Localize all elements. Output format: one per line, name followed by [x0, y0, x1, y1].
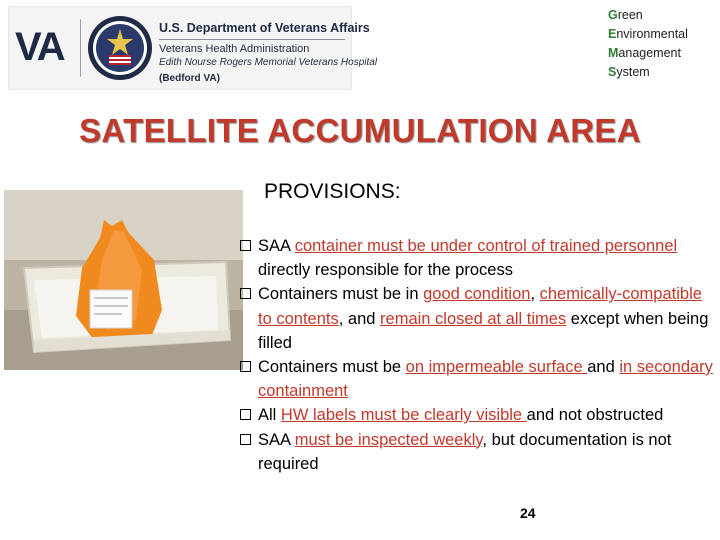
- plain-phrase: and not obstructed: [526, 406, 664, 425]
- plain-phrase: SAA: [258, 430, 295, 449]
- checkbox-bullet-icon: [240, 240, 251, 251]
- item-text: [258, 237, 677, 279]
- provisions-list: [240, 234, 718, 476]
- plain-phrase: , and: [338, 309, 381, 328]
- list-item: [240, 355, 718, 403]
- checkbox-bullet-icon: [240, 409, 251, 420]
- list-item: [240, 282, 718, 355]
- org-rule: [159, 39, 345, 40]
- list-item: [240, 234, 718, 282]
- container-photo: [4, 190, 243, 370]
- plain-phrase: ,: [530, 285, 540, 304]
- underlined-phrase: container must be under control of trained personnel: [294, 237, 678, 255]
- page-number: 24: [520, 505, 536, 521]
- underlined-phrase: remain closed at all times: [380, 309, 567, 328]
- hospital-location: (Bedford VA): [159, 73, 220, 84]
- item-text: [258, 358, 713, 400]
- va-seal-icon: [87, 15, 153, 81]
- underlined-phrase: must be inspected weekly: [294, 430, 483, 449]
- gems-line-system: System: [608, 65, 650, 79]
- plain-phrase: , but documentation is not required: [258, 430, 672, 473]
- logo-divider: [80, 19, 81, 77]
- slide-title: SATELLITE ACCUMULATION AREA: [79, 112, 641, 149]
- provisions-heading: PROVISIONS:: [264, 180, 401, 203]
- plain-phrase: and: [587, 358, 620, 377]
- gems-acronym: [608, 6, 688, 82]
- plain-phrase: Containers must be: [258, 358, 406, 377]
- va-mark: VA: [15, 25, 64, 69]
- gems-line-green: Green: [608, 8, 643, 22]
- item-text: [258, 431, 671, 473]
- list-item: [240, 403, 718, 427]
- gems-line-environmental: Environmental: [608, 27, 688, 41]
- list-item: [240, 428, 718, 476]
- underlined-phrase: HW labels must be clearly visible: [280, 406, 527, 425]
- plain-phrase: SAA: [258, 237, 295, 255]
- org-name: U.S. Department of Veterans Affairs: [159, 21, 370, 35]
- underlined-phrase: good condition: [423, 285, 531, 304]
- underlined-phrase: on impermeable surface: [405, 358, 588, 377]
- underlined-phrase: in secondary containment: [258, 358, 713, 401]
- plain-phrase: except when being filled: [258, 309, 709, 352]
- plain-phrase: Containers must be in: [258, 285, 424, 304]
- plain-phrase: All: [258, 406, 281, 425]
- plain-phrase: directly responsible for the process: [258, 261, 513, 280]
- item-text: [258, 406, 663, 424]
- admin-name: Veterans Health Administration: [159, 43, 310, 55]
- hospital-name: Edith Nourse Rogers Memorial Veterans Hospital: [159, 57, 378, 68]
- underlined-phrase: chemically-compatible to contents: [258, 285, 702, 328]
- checkbox-bullet-icon: [240, 288, 251, 299]
- checkbox-bullet-icon: [240, 434, 251, 445]
- va-logo-block: [8, 6, 378, 90]
- item-text: [258, 285, 708, 351]
- gems-line-management: Management: [608, 46, 681, 60]
- checkbox-bullet-icon: [240, 361, 251, 372]
